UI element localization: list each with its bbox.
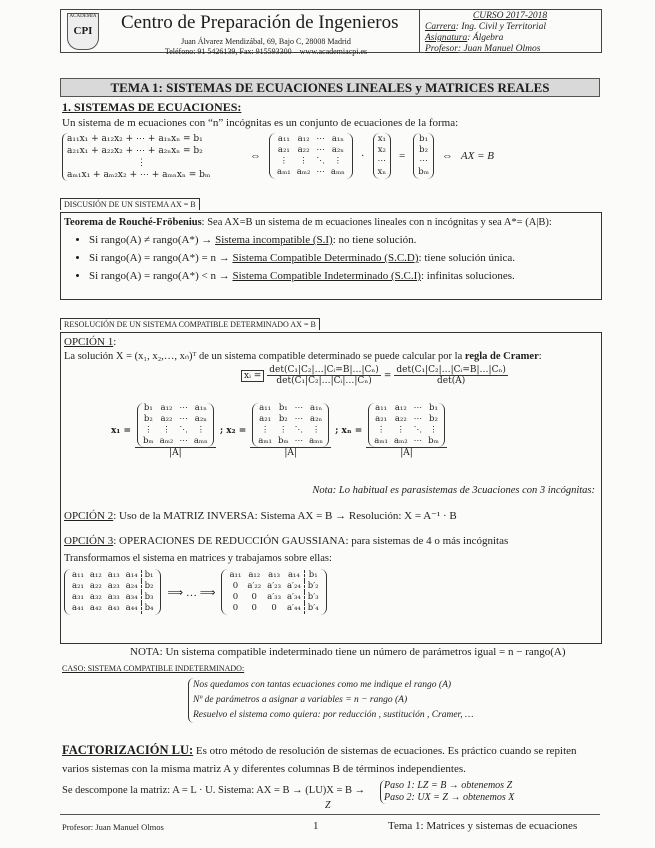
matrix-cell: b₃ bbox=[141, 592, 156, 603]
lu-heading: FACTORIZACIÓN LU: bbox=[62, 743, 194, 757]
matrix-cell: aₘₙ bbox=[309, 436, 324, 446]
vector-entry: ⋯ bbox=[377, 156, 387, 166]
matrix-equation: AX = B bbox=[460, 150, 495, 162]
footer-professor: Profesor: Juan Manuel Olmos bbox=[62, 822, 164, 832]
matrix-cell: b₁ bbox=[278, 403, 288, 413]
matrix-cell: b₂ bbox=[143, 414, 153, 424]
matrix-cell: bₘ bbox=[277, 436, 289, 446]
matrix-cell: a₁₂ bbox=[248, 570, 261, 580]
caso-line: Nos quedamos con tantas ecuaciones como me indique el rango (A) bbox=[193, 680, 452, 690]
cramer-note: Nota: Lo habitual es parasistemas de 3cuaciones con 3 incógnitas: bbox=[312, 485, 595, 496]
matrix-cell: ⋮ bbox=[144, 425, 153, 435]
matrix-cell: a₁₂ bbox=[160, 403, 173, 413]
matrix-cell: b₁ bbox=[304, 570, 321, 581]
augmented-matrix-before bbox=[64, 569, 161, 615]
matrix-cell: a₁ₙ bbox=[310, 403, 323, 413]
matrix-cell: ⋮ bbox=[311, 425, 321, 435]
equation-system bbox=[62, 133, 210, 181]
discussion-item: • Si rango(A) = rango(A*) = n → Sistema Compatible Determinado (S.C.D): tiene solución única. bbox=[89, 252, 601, 264]
matrix-cell: a₂₁ bbox=[277, 145, 290, 155]
resolution-box: OPCIÓN 1: La solución X = (x₁, x₂,…, xₙ)ᵀ de un sistema compatible determinado se puede calcular por la regla de Cramer: xᵢ = $\frac{\text{det(C₁|C₂|…|Cᵢ=B|…|Cₙ)}}{\text{det(C₁|C₂|…|Cᵢ|…|Cₙ)}}$ = $\frac{\text{det(C₁|C₂|…|Cᵢ=B|…|Cₙ)}}{\det(A)}$ x₁ = b₁ a₁₂ ⋯ a₁ₙ b₂ a₂₂ ⋯ a₂ₙ ⋮ ⋮ ⋱ ⋮ bₘ aₘ₂ ⋯ aₘₙ |A| ; x₂ = a₁₁ b₁ ⋯ a₁ₙ a₂₁ b₂ ⋯ a₂ₙ ⋮ ⋮ ⋱ ⋮ aₘ₁ bₘ ⋯ aₘₙ |A| ; xₙ = a₁₁ a₁₂ ⋯ b₁ a₂₁ a₂₂ ⋯ b₂ ⋮ ⋮ ⋱ ⋮ aₘ₁ aₘ₂ ⋯ bₘ |A| Nota: Lo habitual es parasistemas de 3cuaciones con 3 incógnitas: OPCIÓN 2: Uso de la MATRIZ INVERSA: Sistema AX = B → Resolución: X = A⁻¹ · B OPCIÓN 3: OPERACIONES DE REDUCCIÓN GAUSSIANA: para sistemas de 4 o más incógnitas Transformamos el sistema en matrices y trabajamos sobre ellas: a₁₁ a₁₂ a₁₃ a₁₄ b₁ a₂₁ a₂₂ a₂₃ a₂₄ b₂ a₃₁ a₃₂ a₃₃ a₃₄ b₃ a₄₁ a₄₂ a₄₃ a₄₄ b₄ ⟹ … ⟹ a₁₁ a₁₂ a₁₃ a₁₄ b₁ 0 a′₂₂ a′₂₃ a′₂₄ b′₂ 0 0 a′₃₃ a′₃₄ b′₃ 0 0 0 a′₄₄ b′₄ bbox=[60, 332, 602, 644]
lu-step-2: Paso 2: UX = Z → obtenemos X bbox=[384, 792, 515, 803]
vector-entry: xₙ bbox=[377, 167, 387, 177]
career: : Ing. Civil y Territorial bbox=[455, 22, 546, 32]
matrix-cell: a₃₁ bbox=[72, 592, 84, 602]
matrix-cell: a₁ₙ bbox=[331, 134, 344, 144]
gauss-reduction bbox=[64, 569, 327, 615]
matrix-cell: a₃₃ bbox=[107, 592, 120, 602]
matrix-cell: ⋯ bbox=[316, 134, 325, 144]
cramer-rule: regla de Cramer bbox=[464, 351, 539, 362]
matrix-cell: a₁₁ bbox=[72, 570, 84, 580]
vector-entry: x₂ bbox=[377, 145, 386, 155]
matrix-cell: a′₃₃ bbox=[267, 592, 281, 602]
lu-z-label: Z bbox=[325, 800, 331, 811]
address bbox=[131, 37, 401, 57]
subject-label: Asignatura bbox=[425, 33, 468, 43]
matrix-cell: a₂₁ bbox=[259, 414, 272, 424]
matrix-cell: b′₃ bbox=[304, 592, 321, 603]
reduction-arrow: ⟹ … ⟹ bbox=[167, 586, 216, 599]
resolution-tag: RESOLUCIÓN DE UN SISTEMA COMPATIBLE DETERMINADO AX = B bbox=[60, 318, 320, 330]
matrix-cell: ⋯ bbox=[294, 403, 304, 413]
professor: : Juan Manuel Olmos bbox=[457, 44, 541, 54]
matrix-cell: a₁₃ bbox=[268, 570, 281, 580]
equiv-symbol: ⇔ bbox=[250, 150, 261, 162]
discussion-item: • Si rango(A) ≠ rango(A*) → Sistema incompatible (S.I): no tiene solución. bbox=[89, 234, 601, 246]
matrix-cell: ⋮ bbox=[299, 156, 308, 166]
matrix-cell: ⋯ bbox=[413, 436, 423, 446]
lu-decomposition: Se descompone la matriz: A = L · U. Sistema: AX = B → (LU)X = B → bbox=[62, 785, 366, 796]
matrix-cell: ⋮ bbox=[196, 425, 206, 435]
matrix-cell: ⋮ bbox=[333, 156, 343, 166]
matrix-cell: ⋯ bbox=[316, 167, 325, 177]
footer-rule bbox=[60, 814, 600, 815]
lu-paragraph: FACTORIZACIÓN LU: Es otro método de resolución de sistemas de ecuaciones. Es práctico cuando se repiten bbox=[62, 743, 577, 757]
matrix-cell: aₘ₂ bbox=[159, 436, 174, 446]
contact-line: Teléfono: 91 5426139, Fax: 915593300 – www.academiacpi.es bbox=[164, 47, 368, 56]
matrix-cell: a′₃₄ bbox=[286, 592, 301, 602]
section-heading: 1. SISTEMAS DE ECUACIONES: bbox=[62, 100, 242, 114]
matrix-cell: ⋯ bbox=[413, 403, 423, 413]
matrix-cell: ⋮ bbox=[279, 425, 288, 435]
topic-title: TEMA 1: SISTEMAS DE ECUACIONES LINEALES y MATRICES REALES bbox=[60, 78, 600, 97]
cramer-intro: La solución X = (x₁, x₂,…, xₙ)ᵀ de un sistema compatible determinado se puede calcular por la regla de Cramer: bbox=[64, 351, 542, 362]
matrix-cell: b₁ bbox=[141, 570, 156, 581]
matrix-cell: aₘ₁ bbox=[374, 436, 388, 446]
discussion-item: • Si rango(A) = rango(A*) < n → Sistema Compatible Indeterminado (S.C.I): infinitas soluciones. bbox=[89, 270, 601, 282]
matrix-cell: ⋮ bbox=[429, 425, 438, 435]
vector-entry: ⋯ bbox=[419, 156, 428, 166]
vector-entry: bₘ bbox=[418, 167, 429, 177]
matrix-cell: a′₂₃ bbox=[267, 581, 281, 591]
theorem-name: Teorema de Rouché-Fröbenius bbox=[64, 217, 202, 228]
lu-steps bbox=[380, 780, 514, 804]
page-number: 1 bbox=[313, 820, 319, 832]
subject: : Álgebra bbox=[467, 33, 504, 43]
option-1-label: OPCIÓN 1 bbox=[64, 336, 114, 348]
vector-entry: b₂ bbox=[419, 145, 429, 155]
matrix-cell: ⋯ bbox=[294, 414, 304, 424]
matrix-cell: a₂ₙ bbox=[331, 145, 344, 155]
matrix-cell: a₁ₙ bbox=[194, 403, 207, 413]
matrix-cell: 0 bbox=[232, 603, 239, 613]
matrix-cell: ⋱ bbox=[294, 425, 304, 435]
matrix-cell: ⋮ bbox=[396, 425, 406, 435]
academy-logo: ACADEMIA CPI bbox=[67, 13, 99, 50]
matrix-cell: a₁₁ bbox=[277, 134, 290, 144]
matrix-cell: ⋱ bbox=[179, 425, 188, 435]
discussion-tag: DISCUSIÓN DE UN SISTEMA AX = B bbox=[60, 198, 200, 210]
matrix-cell: a′₂₂ bbox=[247, 581, 262, 591]
nota-sci: NOTA: Un sistema compatible indeterminado tiene un número de parámetros igual = n − rango(A) bbox=[130, 646, 566, 658]
matrix-cell: b₂ bbox=[429, 414, 438, 424]
matrix-cell: aₘ₂ bbox=[296, 167, 311, 177]
matrix-cell: aₘₙ bbox=[193, 436, 208, 446]
matrix-cell: a₂₂ bbox=[160, 414, 173, 424]
matrix-cell: 0 bbox=[271, 603, 277, 613]
matrix-cell: ⋯ bbox=[294, 436, 304, 446]
matrix-cell: 0 bbox=[232, 592, 239, 602]
equation-row: a₂₁x₁ + a₂₂x₂ + ⋯ + a₂ₙxₙ = b₂ bbox=[67, 146, 203, 156]
cramer-matrix-2 bbox=[252, 403, 329, 447]
matrix-cell: a₁₁ bbox=[259, 403, 272, 413]
matrix-cell: ⋯ bbox=[316, 145, 325, 155]
option-3-sub: Transformamos el sistema en matrices y trabajamos sobre ellas: bbox=[64, 553, 332, 564]
lu-paragraph-2: varios sistemas con la misma matriz A y diferentes columnas B de términos independientes. bbox=[62, 763, 466, 775]
course-info bbox=[425, 11, 595, 55]
lu-step-1: Paso 1: LZ = B → obtenemos Z bbox=[384, 780, 513, 791]
matrix-cell: ⋮ bbox=[162, 425, 171, 435]
matrix-cell: ⋯ bbox=[179, 403, 188, 413]
matrix-cell: b′₂ bbox=[304, 581, 321, 592]
matrix-cell: a₁₂ bbox=[297, 134, 310, 144]
matrix-cell: a₁₄ bbox=[125, 570, 138, 580]
matrix-cell: a₂₁ bbox=[72, 581, 84, 591]
matrix-cell: a₁₄ bbox=[287, 570, 300, 580]
matrix-cell: a₂₂ bbox=[89, 581, 102, 591]
cramer-matrix-1 bbox=[137, 403, 214, 447]
equation-row: aₘ₁x₁ + aₘ₂x₂ + ⋯ + aₘₙxₙ = bₘ bbox=[67, 170, 211, 180]
matrix-cell: a₃₂ bbox=[89, 592, 102, 602]
matrix-cell: ⋯ bbox=[413, 414, 423, 424]
matrix-cell: b₁ bbox=[143, 403, 153, 413]
matrix-cell: a₂₄ bbox=[125, 581, 138, 591]
matrix-cell: a₂₂ bbox=[297, 145, 310, 155]
matrix-cell: a₄₂ bbox=[89, 603, 102, 613]
discussion-list bbox=[61, 234, 601, 282]
matrix-cell: aₘ₁ bbox=[258, 436, 272, 446]
section-intro: Un sistema de m ecuaciones con “n” incógnitas es un conjunto de ecuaciones de la forma: bbox=[62, 117, 459, 129]
vector-x bbox=[373, 133, 392, 179]
vector-entry: b₁ bbox=[419, 134, 429, 144]
institution-name: Centro de Preparación de Ingenieros bbox=[121, 12, 399, 33]
matrix-cell: a₂₁ bbox=[375, 414, 388, 424]
matrix-cell: a₂ₙ bbox=[194, 414, 207, 424]
matrix-cell: b₂ bbox=[141, 581, 156, 592]
matrix-a bbox=[269, 133, 353, 179]
matrix-cell: a₁₁ bbox=[229, 570, 242, 580]
matrix-cell: ⋱ bbox=[413, 425, 423, 435]
matrix-cell: 0 bbox=[251, 603, 257, 613]
course-year: CURSO 2017-2018 bbox=[472, 11, 548, 21]
matrix-cell: a₂₃ bbox=[107, 581, 120, 591]
option-3: OPCIÓN 3: OPERACIONES DE REDUCCIÓN GAUSSIANA: para sistemas de 4 o más incógnitas bbox=[64, 535, 509, 547]
matrix-cell: a₄₄ bbox=[125, 603, 138, 613]
vector-entry: x₁ bbox=[377, 134, 386, 144]
matrix-cell: bₘ bbox=[142, 436, 154, 446]
matrix-cell: ⋮ bbox=[376, 425, 386, 435]
caso-steps bbox=[188, 678, 473, 723]
matrix-cell: 0 bbox=[251, 592, 257, 602]
matrix-cell: a′₂₄ bbox=[286, 581, 301, 591]
matrix-cell: b₁ bbox=[429, 403, 438, 413]
equation-row: ⋮ bbox=[137, 158, 146, 168]
matrix-cell: a₁₃ bbox=[107, 570, 120, 580]
matrix-cell: ⋯ bbox=[179, 414, 188, 424]
matrix-cell: aₘₙ bbox=[330, 167, 345, 177]
matrix-cell: b₄ bbox=[141, 603, 156, 614]
matrix-cell: ⋱ bbox=[316, 156, 325, 166]
matrix-cell: a₂ₙ bbox=[310, 414, 323, 424]
matrix-cell: 0 bbox=[232, 581, 239, 591]
matrix-cell: ⋮ bbox=[260, 425, 270, 435]
augmented-matrix-after bbox=[221, 569, 326, 615]
matrix-cell: aₘ₁ bbox=[277, 167, 291, 177]
matrix-cell: ⋯ bbox=[179, 436, 188, 446]
matrix-cell: a₄₁ bbox=[72, 603, 84, 613]
equation-row: a₁₁x₁ + a₁₂x₂ + ⋯ + a₁ₙxₙ = b₁ bbox=[67, 134, 203, 144]
matrix-cell: b₂ bbox=[278, 414, 288, 424]
matrix-cell: a₄₃ bbox=[107, 603, 120, 613]
cramer-expansion: x₁ = b₁ a₁₂ ⋯ a₁ₙ b₂ a₂₂ ⋯ a₂ₙ ⋮ ⋮ ⋱ ⋮ bₘ aₘ₂ ⋯ aₘₙ |A| ; x₂ = a₁₁ b₁ ⋯ a₁ₙ a₂₁ b₂ ⋯ a₂ₙ ⋮ ⋮ ⋱ ⋮ aₘ₁ bₘ ⋯ aₘₙ |A| ; xₙ = a₁₁ a₁₂ ⋯ b₁ a₂₁ a₂₂ ⋯ b₂ ⋮ ⋮ ⋱ ⋮ aₘ₁ aₘ₂ ⋯ bₘ |A| bbox=[111, 403, 447, 458]
caso-heading: CASO: SISTEMA COMPATIBLE INDETERMINADO: bbox=[62, 664, 245, 673]
caso-line: Nº de parámetros a asignar a variables = n − rango (A) bbox=[193, 695, 408, 705]
cramer-formula: xᵢ = $\frac{\text{det(C₁|C₂|…|Cᵢ=B|…|Cₙ)}}{\text{det(C₁|C₂|…|Cᵢ|…|Cₙ)}}$ = $\frac{\text{det(C₁|C₂|…|Cᵢ=B|…|Cₙ)}}{\det(A)}$ bbox=[241, 365, 508, 386]
matrix-cell: a₁₂ bbox=[394, 403, 407, 413]
address-line: Juan Álvarez Mendizábal, 69, Bajo C, 28008 Madrid bbox=[181, 37, 351, 46]
matrix-cell: a₂₂ bbox=[394, 414, 407, 424]
letterhead bbox=[60, 9, 602, 56]
career-label: Carrera bbox=[425, 22, 456, 32]
matrix-form: ⇔ a₁₁ a₁₂ ⋯ a₁ₙ a₂₁ a₂₂ ⋯ a₂ₙ ⋮ ⋮ ⋱ ⋮ aₘ₁ aₘ₂ ⋯ aₘₙ · x₁ x₂ ⋯ xₙ = b₁ b₂ ⋯ bₘ ⇔ AX = B bbox=[250, 134, 495, 177]
matrix-cell: a₁₂ bbox=[89, 570, 102, 580]
theorem-text: : Sea AX=B un sistema de m ecuaciones lineales con n incógnitas y sea A*= (A|B): bbox=[201, 217, 552, 228]
discussion-box bbox=[60, 212, 602, 300]
professor-label: Profesor bbox=[425, 44, 458, 54]
matrix-cell: a′₄₄ bbox=[286, 603, 301, 613]
footer-topic: Tema 1: Matrices y sistemas de ecuaciones bbox=[388, 820, 578, 832]
matrix-cell: bₘ bbox=[428, 436, 439, 446]
matrix-cell: a₃₄ bbox=[125, 592, 138, 602]
cramer-matrix-n bbox=[368, 403, 445, 447]
caso-line: Resuelvo el sistema como quiera: por reducción , sustitución , Cramer, … bbox=[193, 710, 474, 720]
vector-b bbox=[413, 133, 434, 179]
matrix-cell: aₘ₂ bbox=[393, 436, 408, 446]
matrix-cell: b′₄ bbox=[304, 603, 321, 614]
matrix-cell: ⋮ bbox=[279, 156, 289, 166]
equiv-symbol: ⇔ bbox=[441, 150, 453, 162]
matrix-cell: a₁₁ bbox=[375, 403, 388, 413]
option-2: OPCIÓN 2: Uso de la MATRIZ INVERSA: Sistema AX = B → Resolución: X = A⁻¹ · B bbox=[64, 510, 457, 522]
